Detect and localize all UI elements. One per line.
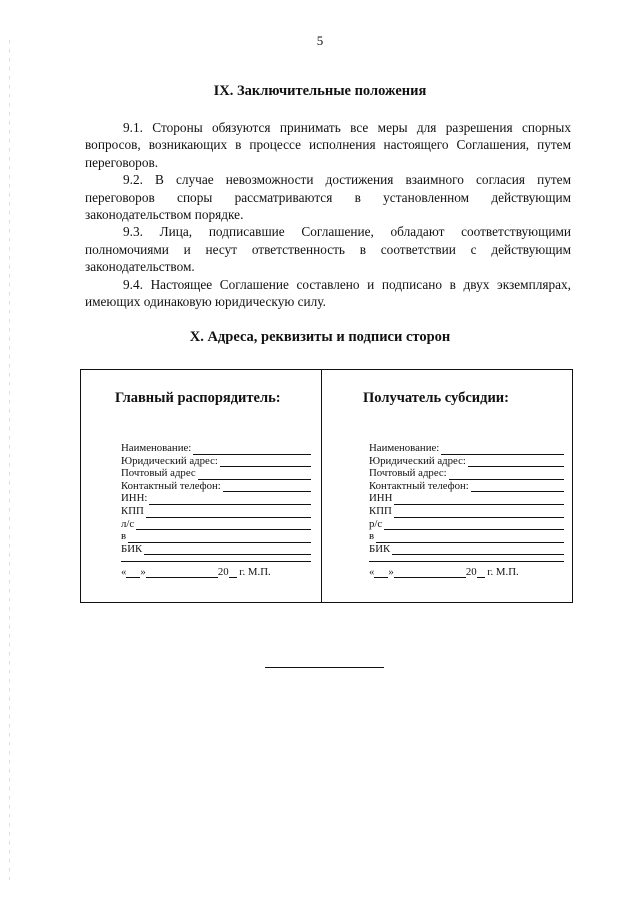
party-column-subsidy-recipient [363,370,564,602]
field-legal-address: Юридический адрес: [369,455,564,468]
clause-9-3: 9.3. Лица, подписавшие Соглашение, обладают соответствующими полномочиями и несут ответственность в соответствии с действующим законодательством. [85,224,571,275]
field-account: л/с [121,518,311,531]
field-inn: ИНН [369,492,564,505]
field-kpp: КПП [121,505,311,518]
scan-edge-artifact [9,40,10,880]
requisites-fields [369,442,564,578]
field-legal-address: Юридический адрес: [121,455,311,468]
clause-9-4: 9.4. Настоящее Соглашение составлено и подписано в двух экземплярах, имеющих одинаковую юридическую силу. [85,276,571,310]
field-name: Наименование: [369,442,564,455]
field-postal-address: Почтовый адрес [121,467,311,480]
signature-date-line: « » 20 г. М.П. [121,561,311,578]
field-kpp: КПП [369,505,564,518]
signature-column-divider [321,370,322,602]
field-postal-address: Почтовый адрес: [369,467,564,480]
field-bik: БИК [369,543,564,556]
section-9-title: IX. Заключительные положения [213,83,427,99]
clause-9-1: 9.1. Стороны обязуются принимать все меры для разрешения спорных вопросов, возникающих в процессе исполнения настоящего Соглашения, путем переговоров. [85,120,571,170]
clause-9-2: 9.2. В случае невозможности достижения взаимного согласия путем переговоров споры рассматриваются в установленном действующим законодательством порядке. [85,172,571,223]
party-heading: Главный распорядитель: [115,390,281,406]
signature-date-line: « » 20 г. М.П. [369,561,564,578]
field-name: Наименование: [121,442,311,455]
field-account: р/с [369,518,564,531]
page-number: 5 [316,33,324,48]
party-heading: Получатель субсидии: [363,390,509,406]
field-bank: в [121,530,311,543]
party-column-main-manager [115,370,311,602]
field-bank: в [369,530,564,543]
end-of-document-rule [265,667,384,668]
field-bik: БИК [121,543,311,556]
signature-table [80,369,573,603]
requisites-fields [121,442,311,578]
section-10-title: X. Адреса, реквизиты и подписи сторон [189,329,451,345]
field-phone: Контактный телефон: [369,480,564,493]
section-9-body [85,119,571,310]
field-phone: Контактный телефон: [121,480,311,493]
field-inn: ИНН: [121,492,311,505]
